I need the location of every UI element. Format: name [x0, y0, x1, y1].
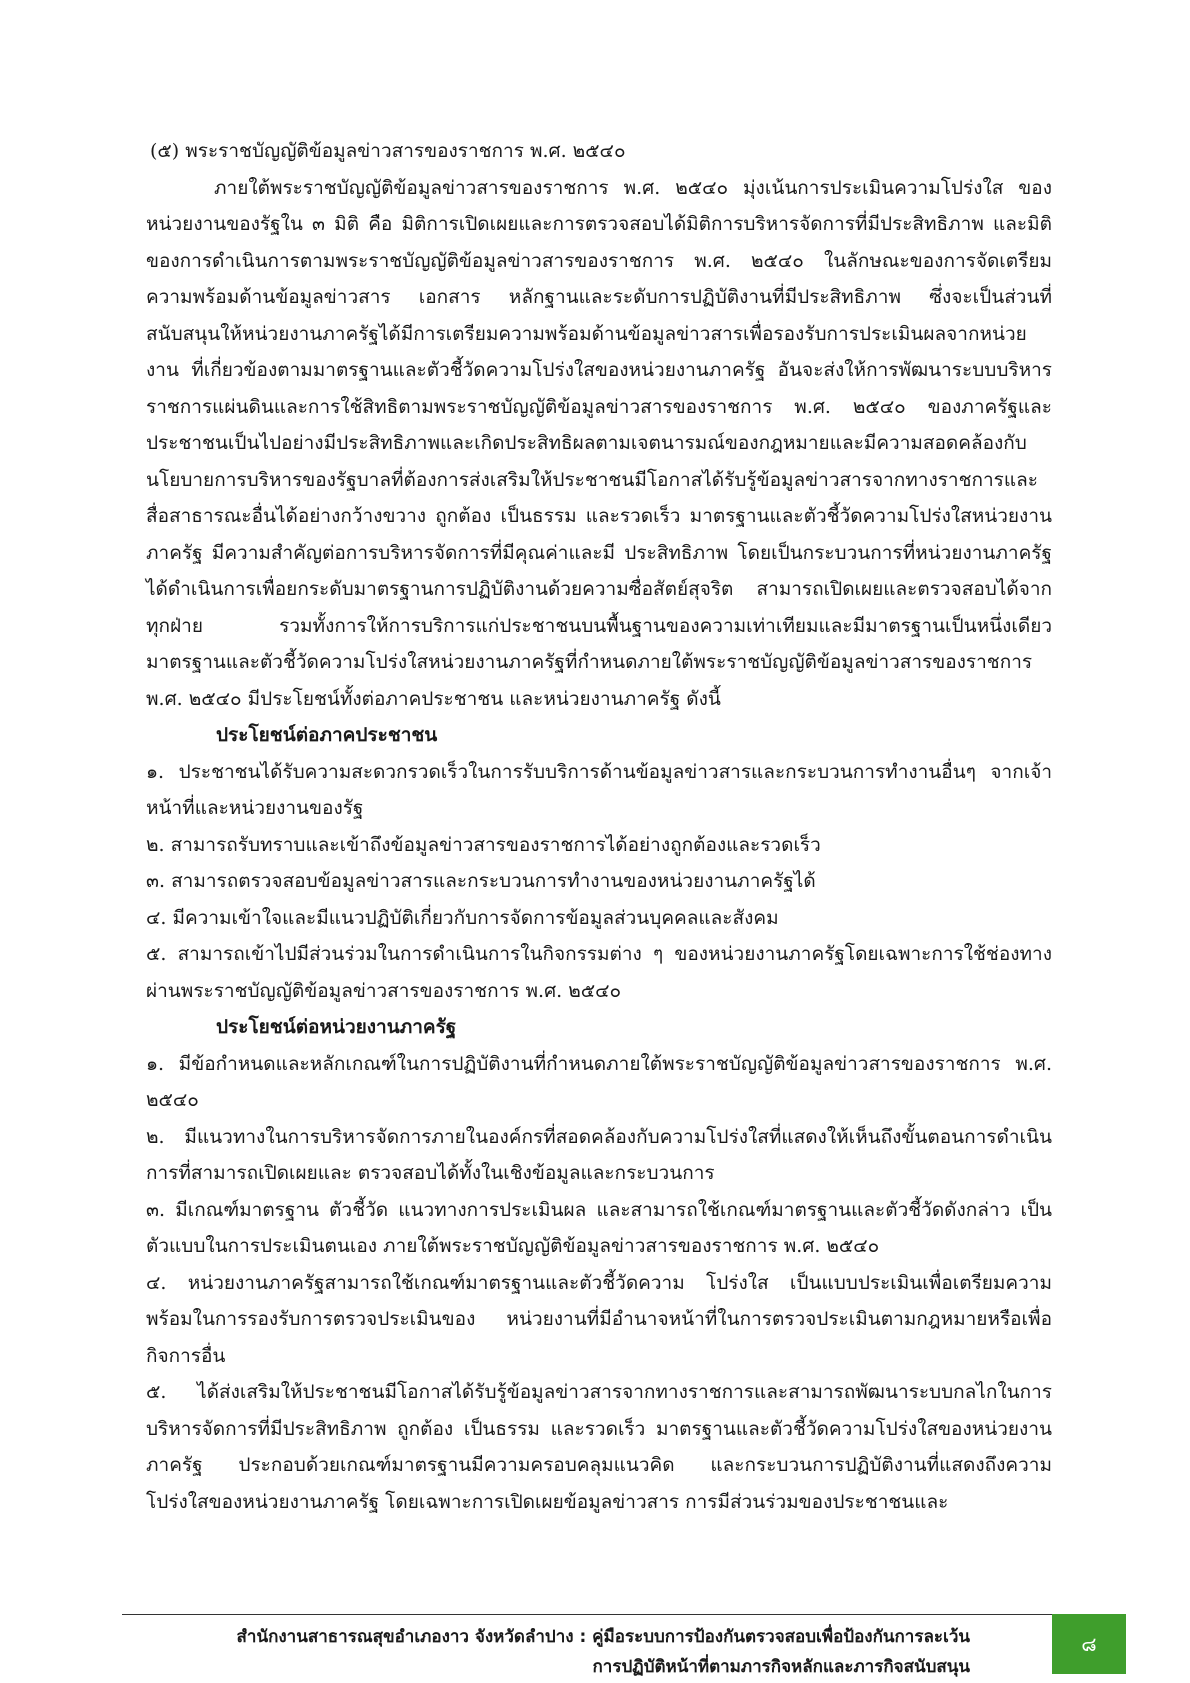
agency-benefit-item: ๒. มีแนวทางในการบริหารจัดการภายในองค์กรที่สอดคล้องกับความโปร่งใสที่แสดงให้เห็นถึงขั้นตอนการดำเนินการที่สามารถเปิดเผยและ ตรวจสอบได้ทั้งในเชิงข้อมูลและกระบวนการ: [146, 1125, 1052, 1184]
public-benefit-item: ๒. สามารถรับทราบและเข้าถึงข้อมูลข่าวสารของราชการได้อย่างถูกต้องและรวดเร็ว: [146, 833, 821, 856]
footer-line-2: การปฏิบัติหน้าที่ตามภารกิจหลักและภารกิจสนับสนุน: [592, 1657, 970, 1677]
public-benefit-item: ๕. สามารถเข้าไปมีส่วนร่วมในการดำเนินการในกิจกรรมต่าง ๆ ของหน่วยงานภาครัฐโดยเฉพาะการใช้ช่องทางผ่านพระราชบัญญัติข้อมูลข่าวสารของราชการ พ.ศ. ๒๕๔๐: [146, 943, 1052, 1002]
footer-line-1: สำนักงานสาธารณสุขอำเภองาว จังหวัดลำปาง : คู่มือระบบการป้องกันตรวจสอบเพื่อป้องกันการละเว้น: [236, 1627, 970, 1647]
page-number-badge: ๘: [1052, 1614, 1126, 1674]
agency-benefit-item: ๔. หน่วยงานภาครัฐสามารถใช้เกณฑ์มาตรฐานและตัวชี้วัดความ โปร่งใส เป็นแบบประเมินเพื่อเตรียมความพร้อมในการรองรับการตรวจประเมินของ หน่วยงานที่มีอำนาจหน้าที่ในการตรวจประเมินตามกฎหมายหรือเพื่อกิจการอื่น: [146, 1271, 1052, 1367]
footer-divider: [122, 1614, 1052, 1615]
public-benefit-item: ๔. มีความเข้าใจและมีแนวปฏิบัติเกี่ยวกับการจัดการข้อมูลส่วนบุคคลและสังคม: [146, 906, 779, 929]
agency-benefit-item: ๑. มีข้อกำหนดและหลักเกณฑ์ในการปฏิบัติงานที่กำหนดภายใต้พระราชบัญญัติข้อมูลข่าวสารของราชการ พ.ศ. ๒๕๔๐: [146, 1052, 1052, 1111]
agency-benefits-heading: ประโยชน์ต่อหน่วยงานภาครัฐ: [216, 1016, 457, 1038]
public-benefit-item: ๓. สามารถตรวจสอบข้อมูลข่าวสารและกระบวนการทำงานของหน่วยงานภาครัฐได้: [146, 870, 816, 892]
agency-benefit-item: ๕. ได้ส่งเสริมให้ประชาชนมีโอกาสได้รับรู้ข้อมูลข่าวสารจากทางราชการและสามารถพัฒนาระบบกลไกในการบริหารจัดการที่มีประสิทธิภาพ ถูกต้อง เป็นธรรม และรวดเร็ว มาตรฐานและตัวชี้วัดความโปร่งใสของหน่วยงานภาครัฐ ประกอบด้วยเกณฑ์มาตรฐานมีความครอบคลุมแนวคิด และกระบวนการปฏิบัติงานที่แสดงถึงความโปร่งใสของหน่วยงานภาครัฐ โดยเฉพาะการเปิดเผยข้อมูลข่าวสาร การมีส่วนร่วมของประชาชนและ: [146, 1381, 1052, 1513]
footer-caption: [150, 1622, 970, 1682]
public-benefits-heading: ประโยชน์ต่อภาคประชาชน: [216, 724, 438, 746]
intro-paragraph: ภายใต้พระราชบัญญัติข้อมูลข่าวสารของราชการ พ.ศ. ๒๕๔๐ มุ่งเน้นการประเมินความโปร่งใส ของหน่วยงานของรัฐใน ๓ มิติ คือ มิติการเปิดเผยและการตรวจสอบได้มิติการบริหารจัดการที่มีประสิทธิภาพ และมิติของการดำเนินการตามพระราชบัญญัติข้อมูลข่าวสารของราชการ พ.ศ. ๒๕๔๐ ในลักษณะของการจัดเตรียมความพร้อมด้านข้อมูลข่าวสาร เอกสาร หลักฐานและระดับการปฏิบัติงานที่มีประสิทธิภาพ ซึ่งจะเป็นส่วนที่สนับสนุนให้หน่วยงานภาครัฐได้มีการเตรียมความพร้อมด้านข้อมูลข่าวสารเพื่อรองรับการประเมินผลจากหน่วยงาน ที่เกี่ยวข้องตามมาตรฐานและตัวชี้วัดความโปร่งใสของหน่วยงานภาครัฐ อันจะส่งให้การพัฒนาระบบบริหาร ราชการแผ่นดินและการใช้สิทธิตามพระราชบัญญัติข้อมูลข่าวสารของราชการ พ.ศ. ๒๕๔๐ ของภาครัฐและประชาชนเป็นไปอย่างมีประสิทธิภาพและเกิดประสิทธิผลตามเจตนารมณ์ของกฎหมายและมีความสอดคล้องกับนโยบายการบริหารของรัฐบาลที่ต้องการส่งเสริมให้ประชาชนมีโอกาสได้รับรู้ข้อมูลข่าวสารจากทางราชการและสื่อสาธารณะอื่นได้อย่างกว้างขวาง ถูกต้อง เป็นธรรม และรวดเร็ว มาตรฐานและตัวชี้วัดความโปร่งใสหน่วยงานภาครัฐ มีความสำคัญต่อการบริหารจัดการที่มีคุณค่าและมี ประสิทธิภาพ โดยเป็นกระบวนการที่หน่วยงานภาครัฐได้ดำเนินการเพื่อยกระดับมาตรฐานการปฏิบัติงานด้วยความซื่อสัตย์สุจริต สามารถเปิดเผยและตรวจสอบได้จากทุกฝ่าย รวมทั้งการให้การบริการแก่ประชาชนบนพื้นฐานของความเท่าเทียมและมีมาตรฐานเป็นหนึ่งเดียว มาตรฐานและตัวชี้วัดความโปร่งใสหน่วยงานภาครัฐที่กำหนดภายใต้พระราชบัญญัติข้อมูลข่าวสารของราชการ พ.ศ. ๒๕๔๐ มีประโยชน์ทั้งต่อภาคประชาชน และหน่วยงานภาครัฐ ดังนี้: [146, 176, 1052, 710]
document-body: [146, 133, 1052, 1520]
section-heading: (๕) พระราชบัญญัติข้อมูลข่าวสารของราชการ พ.ศ. ๒๕๔๐: [150, 140, 626, 162]
agency-benefit-item: ๓. มีเกณฑ์มาตรฐาน ตัวชี้วัด แนวทางการประเมินผล และสามารถใช้เกณฑ์มาตรฐานและตัวชี้วัดดังกล่าว เป็นตัวแบบในการประเมินตนเอง ภายใต้พระราชบัญญัติข้อมูลข่าวสารของราชการ พ.ศ. ๒๕๔๐: [146, 1198, 1052, 1257]
public-benefit-item: ๑. ประชาชนได้รับความสะดวกรวดเร็วในการรับบริการด้านข้อมูลข่าวสารและกระบวนการทำงานอื่นๆ จากเจ้าหน้าที่และหน่วยงานของรัฐ: [146, 760, 1052, 819]
